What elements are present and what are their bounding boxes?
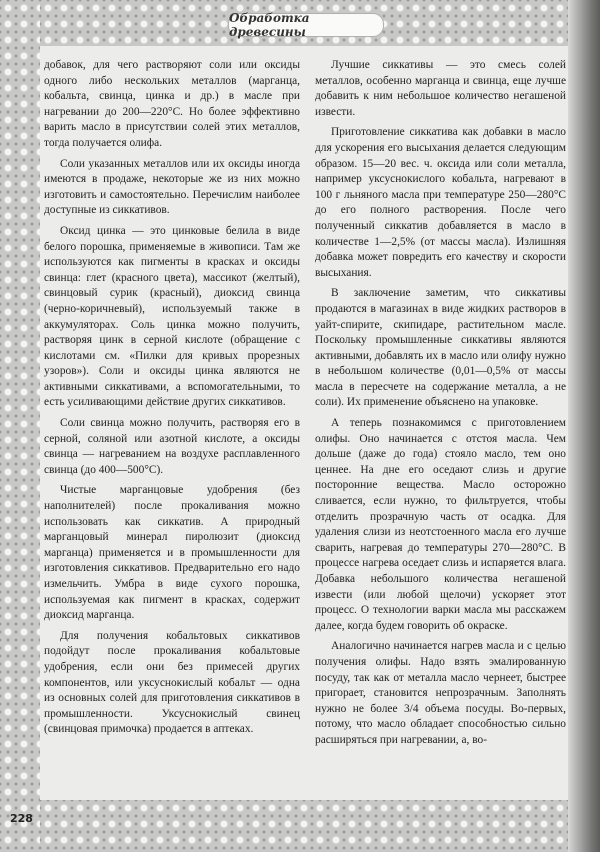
paragraph: Оксид цинка — это цинковые белила в виде белого порошка, применяемые в живописи. Там же используются как пигменты в красках и оксиды свинца: глет (красного цвета), массикот (желтый), свинцовый сурик (красный), диоксид свинца (черно-коричневый), используемый также в аккумуляторах. Соль цинка можно получить, растворяя цинк в серной кислоте (обращение с кислотами см. «Пилки для кривых прорезных узоров»). Соли и оксиды цинка являются не активными сиккативами, а вспомогательными, то есть усиливающими действие других сиккативов. bbox=[44, 224, 300, 409]
paragraph: В заключение заметим, что сиккативы продаются в магазинах в виде жидких растворов в уайт-спирите, скипидаре, растительном масле. Поскольку промышленные сиккативы являются активными, добавлять их в масло или олифу нужно в небольшом количестве (0,01—0,5% от массы масла в пересчете на содержание металла, а не соли). Их применение объяснено на упаковке. bbox=[315, 287, 566, 409]
paragraph: Приготовление сиккатива как добавки в масло для ускорения его высыхания делается следующим образом. 15—20 вес. ч. оксида или соли металла, например уксуснокислого кобальта, нагревают в 100 г льняного масла при температуре 250—280°С до его полного растворения. После чего полученный сиккатив добавляется в масло в количестве 1—2,5% (от массы масла). Излишняя добавка может повредить его качеству и скорости высыхания. bbox=[315, 126, 566, 279]
paragraph: Соли указанных металлов или их оксиды иногда имеются в продаже, некоторые же из них можно изготовить и самостоятельно. Перечислим наиболее доступные из сиккативов. bbox=[44, 157, 300, 217]
page-number: 228 bbox=[10, 812, 33, 825]
paragraph: добавок, для чего растворяют соли или оксиды одного либо нескольких металлов (марганца, кобальта, свинца, цинка и др.) в масле при нагревании до 200—220°С. Но более эффективно варить масло в присутствии солей этих металлов, тогда получается олифа. bbox=[44, 59, 300, 149]
left-lace-border bbox=[0, 0, 40, 852]
paragraph: Соли свинца можно получить, растворяя его в серной, соляной или азотной кислоте, а оксиды свинца — нагреванием на воздухе расплавленного свинца (до 400—500°С). bbox=[44, 417, 300, 476]
bottom-lace-border bbox=[40, 800, 570, 852]
page-edge-shadow bbox=[568, 0, 600, 852]
left-text-column bbox=[44, 58, 300, 743]
paragraph: Для получения кобальтовых сиккативов подойдут после прокаливания кобальтовые удобрения, если они без примесей других компонентов, или уксуснокислый кобальт — одна из основных солей для приготовления сиккативов в промышленности. Уксуснокислый свинец (свинцовая примочка) продается в аптеках. bbox=[44, 629, 300, 736]
paragraph: А теперь познакомимся с приготовлением олифы. Оно начинается с отстоя масла. Чем дольше (даже до года) стояло масло, тем оно ценнее. На дне его оседают слизь и другие посторонние вещества. Масло осторожно сливается, если нужно, то фильтруется, чтобы отделить прозрачную часть от осадка. Для удаления слизи из неотстоенного масла его лучше сварить, нагревая до температуры 270—280°С. В процессе нагрева оседает слизь и испаряется влага. Добавка небольшого количества негашеной извести (или любой щелочи) ускоряет этот процесс. О технологии варки масла мы расскажем далее, когда будем говорить об окраске. bbox=[315, 417, 566, 632]
paragraph: Чистые марганцовые удобрения (без наполнителей) после прокаливания можно использовать как сиккатив. А природный марганцовый минерал пиролюзит (диоксид марганца) применяется и в промышленности для изготовления сиккативов. Предварительно его надо измельчить. Умбра в виде сухого порошка, используемая как пигмент в красках, содержит диоксид марганца. bbox=[44, 484, 300, 622]
right-text-column bbox=[315, 58, 566, 754]
paragraph: Лучшие сиккативы — это смесь солей металлов, особенно марганца и свинца, еще лучше добавить к ним небольшое количество негашеной извести. bbox=[315, 59, 566, 118]
running-header-title: Обработка древесины bbox=[229, 11, 310, 39]
running-header bbox=[228, 13, 384, 37]
paragraph: Аналогично начинается нагрев масла и с целью получения олифы. Надо взять эмалированную посуду, так как от металла масло чернеет, быстрее пригорает, становится непрозрачным. Заполнять нужно не более 3/4 объема посуды. Во-первых, потому, что масло обладает способностью сильно расширяться при нагревании, а, во- bbox=[315, 640, 566, 746]
